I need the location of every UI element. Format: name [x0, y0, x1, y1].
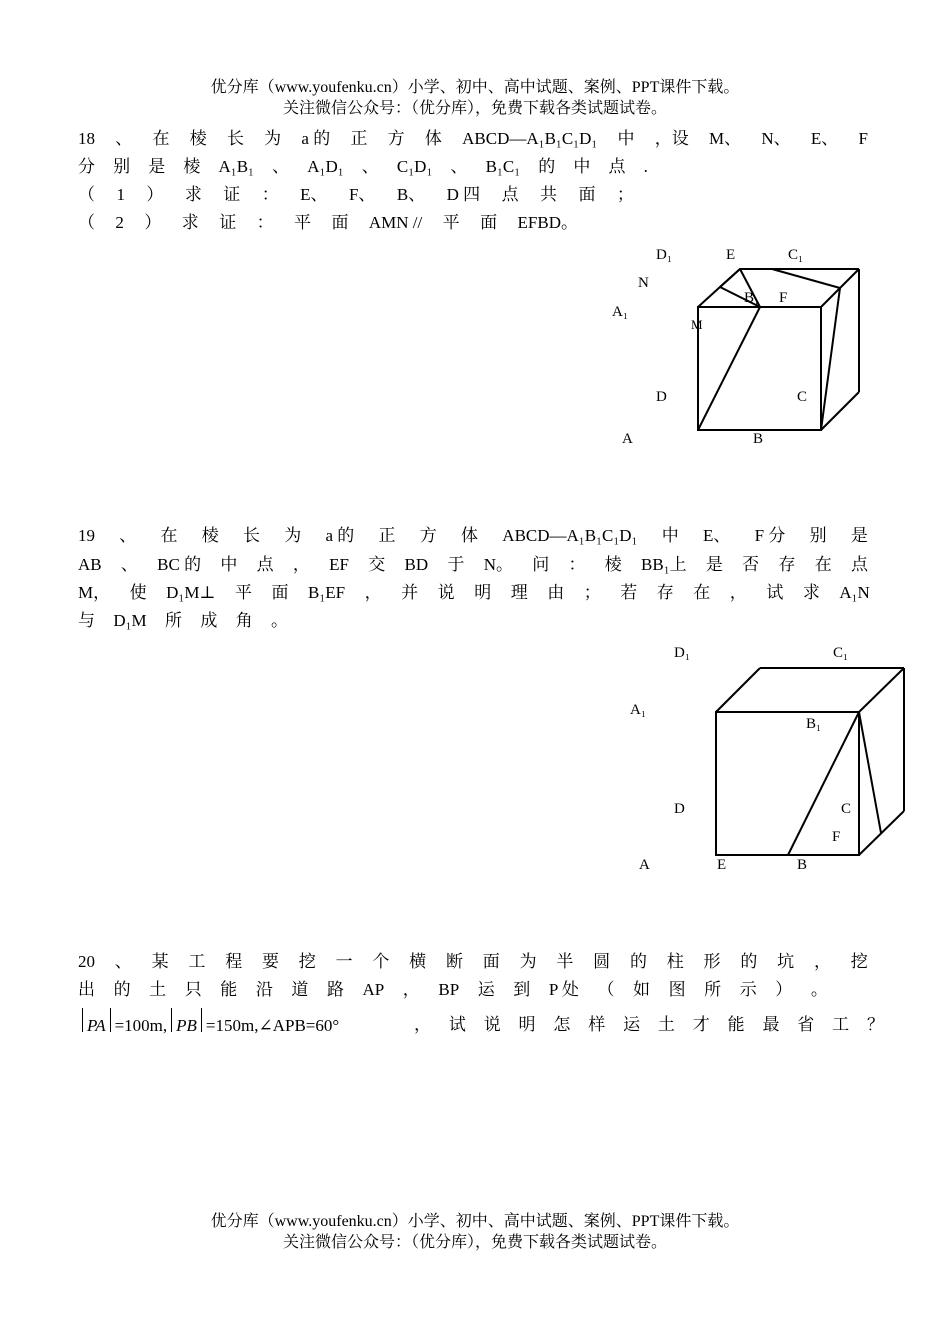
- q19-line-1: [78, 522, 868, 550]
- text-token: 的: [629, 952, 647, 971]
- q18-line-1: [78, 125, 868, 153]
- q19-label-e: E: [717, 857, 727, 873]
- text-token: 平: [442, 213, 460, 232]
- text-token: 面: [480, 213, 498, 232]
- q18-line-4: [78, 209, 578, 237]
- text-token: 路: [326, 980, 344, 999]
- formula-pa: PA: [87, 1016, 106, 1035]
- text-token: 在: [152, 129, 170, 148]
- text-token: 说: [483, 1015, 501, 1034]
- text-token: ，: [813, 952, 831, 971]
- text-token: ，设: [654, 129, 689, 148]
- abs-bar: [110, 1008, 111, 1032]
- text-token: ABCD—A₁B₁C₁D₁: [502, 526, 638, 545]
- text-token: 正: [350, 129, 368, 148]
- text-token: 体: [424, 129, 442, 148]
- text-token: B₁EF: [308, 583, 346, 602]
- text-token: 使: [129, 583, 147, 602]
- text-token: 的: [538, 157, 556, 176]
- text-token: 、: [115, 129, 133, 148]
- text-token: 面: [331, 213, 349, 232]
- q18-edge-c1b1: [821, 269, 859, 307]
- text-token: BC 的: [157, 555, 202, 574]
- text-token: A₁B₁: [218, 157, 254, 176]
- text-token: 中: [573, 157, 591, 176]
- text-token: 在: [814, 555, 832, 574]
- text-token: 点: [501, 185, 519, 204]
- text-token: 挖: [298, 952, 316, 971]
- text-token: 证: [223, 185, 241, 204]
- text-token: 为: [284, 526, 302, 545]
- q18-label-d1: D₁: [656, 247, 673, 263]
- text-token: 点: [608, 157, 626, 176]
- text-token: ，: [729, 583, 747, 602]
- text-token: 并: [401, 583, 419, 602]
- text-token: 示: [739, 980, 757, 999]
- text-token: 棱: [183, 157, 201, 176]
- q19-edge-c1b1: [859, 668, 904, 712]
- text-token: 中: [661, 526, 679, 545]
- text-token: 工: [832, 1015, 850, 1034]
- q18-label-c: C: [797, 389, 808, 405]
- text-token: ，: [402, 980, 420, 999]
- text-token: 道: [291, 980, 309, 999]
- text-token: 怎: [553, 1015, 571, 1034]
- q18-label-n: N: [638, 275, 649, 291]
- text-token: 共: [540, 185, 558, 204]
- text-token: 到: [513, 980, 531, 999]
- abs-bar: [201, 1008, 202, 1032]
- q19-edge-cb: [859, 811, 904, 855]
- q19-line-b1e: [788, 712, 859, 855]
- text-token: 、: [114, 952, 132, 971]
- text-token: a 的: [325, 526, 355, 545]
- text-token: （: [78, 185, 95, 204]
- text-token: 土: [149, 980, 167, 999]
- text-token: 柱: [666, 952, 684, 971]
- text-token: 工: [188, 952, 206, 971]
- text-token: M、: [709, 129, 742, 148]
- text-token: E、: [810, 129, 839, 148]
- q18-label-b: B: [753, 431, 764, 447]
- text-token: B、: [396, 185, 426, 204]
- formula-angle: ∠APB=60°: [258, 1016, 340, 1035]
- q20-line-2: [78, 976, 828, 1004]
- text-token: 点: [850, 555, 868, 574]
- text-token: 才: [692, 1015, 710, 1034]
- q19-label-d1: D₁: [674, 645, 691, 661]
- q18-line-mA: [698, 307, 760, 430]
- text-token: F: [858, 129, 868, 148]
- text-token: 是: [148, 157, 166, 176]
- text-token: 个: [372, 952, 390, 971]
- text-token: 沿: [255, 980, 273, 999]
- text-token: ：: [568, 555, 586, 574]
- q19-line-4: [78, 607, 288, 635]
- text-token: 、: [450, 157, 468, 176]
- text-token: P 处: [548, 980, 579, 999]
- text-token: 运: [623, 1015, 641, 1034]
- text-token: 平: [234, 583, 252, 602]
- abs-bar: [82, 1008, 83, 1032]
- text-token: 为: [264, 129, 282, 148]
- text-token: 能: [220, 980, 238, 999]
- text-token: 运: [477, 980, 495, 999]
- text-token: 交: [368, 555, 386, 574]
- text-token: 角: [235, 611, 253, 630]
- text-token: 坑: [777, 952, 795, 971]
- text-token: 土: [657, 1015, 675, 1034]
- q19-label-b: B: [797, 857, 808, 873]
- q18-label-a1: A₁: [612, 304, 629, 320]
- text-token: ：: [261, 185, 279, 204]
- text-token: 面: [271, 583, 289, 602]
- q18-label-b1: B₁: [744, 290, 760, 306]
- text-token: ；: [616, 185, 634, 204]
- text-token: 、: [361, 157, 379, 176]
- text-token: 如: [633, 980, 651, 999]
- header-line-2: 关注微信公众号：（优分库），免费下载各类试题试卷。: [282, 100, 667, 117]
- text-token: 。: [270, 611, 288, 630]
- q18-cube-front-face: [698, 307, 821, 430]
- text-token: A₁D₁: [307, 157, 344, 176]
- q18-label-a: A: [622, 431, 633, 447]
- text-token: 求: [184, 185, 202, 204]
- text-token: （: [78, 213, 95, 232]
- text-token: 明: [474, 583, 492, 602]
- text-token: 分: [78, 157, 95, 176]
- q19-label-f: F: [832, 829, 841, 845]
- text-token: 别: [809, 526, 827, 545]
- text-token: 20: [78, 952, 95, 971]
- text-token: 中: [220, 555, 238, 574]
- q18-label-m: M: [691, 317, 703, 332]
- text-token: AP: [362, 980, 385, 999]
- q18-edge-bottom-right: [821, 392, 859, 430]
- text-token: .: [643, 157, 648, 176]
- text-token: 由: [547, 583, 565, 602]
- text-token: 样: [588, 1015, 606, 1034]
- text-token: 面: [482, 952, 500, 971]
- q20-line-3-rest: [414, 1011, 884, 1039]
- text-token: 、: [119, 526, 137, 545]
- formula-pa-value: =100m,: [114, 1016, 168, 1035]
- text-token: 与: [78, 611, 95, 630]
- text-token: 程: [225, 952, 243, 971]
- text-token: 图: [668, 980, 686, 999]
- text-token: 别: [113, 157, 131, 176]
- text-token: 19: [78, 526, 95, 545]
- q18-line-2: [78, 153, 648, 181]
- text-token: 为: [519, 952, 537, 971]
- text-token: D₁M⊥: [166, 583, 216, 602]
- text-token: AB: [78, 555, 102, 574]
- text-token: 所: [704, 980, 722, 999]
- text-token: 要: [261, 952, 279, 971]
- text-token: 试: [448, 1015, 466, 1034]
- q19-label-d: D: [674, 801, 685, 817]
- text-token: 存: [656, 583, 674, 602]
- q19-label-c1: C₁: [833, 645, 849, 661]
- text-token: 中: [617, 129, 635, 148]
- q18-line-ef1: [772, 269, 840, 288]
- text-token: F 分: [754, 526, 786, 545]
- text-token: 、: [272, 157, 290, 176]
- text-token: AMN //: [368, 213, 423, 232]
- text-token: ，: [292, 555, 310, 574]
- text-token: 一: [335, 952, 353, 971]
- q19-edge-a1d1: [716, 668, 760, 712]
- q19-label-b1: B₁: [806, 716, 822, 732]
- text-token: F、: [348, 185, 376, 204]
- text-token: 是: [705, 555, 723, 574]
- abs-bar: [171, 1008, 172, 1032]
- text-token: BD: [404, 555, 429, 574]
- footer-line-1: 优分库（www.youfenku.cn）小学、初中、高中试题、案例、PPT课件下载。: [210, 1213, 740, 1230]
- text-token: 在: [160, 526, 178, 545]
- text-token: 方: [387, 129, 405, 148]
- text-token: 点: [256, 555, 274, 574]
- text-token: （: [597, 980, 615, 999]
- text-token: 的: [113, 980, 131, 999]
- q18-label-f: F: [779, 290, 788, 306]
- text-token: 求: [802, 583, 820, 602]
- q19-label-c: C: [841, 801, 852, 817]
- formula-pb: PB: [176, 1016, 197, 1035]
- text-token: 出: [78, 980, 95, 999]
- text-token: M，: [78, 583, 111, 602]
- text-token: 是: [850, 526, 868, 545]
- text-token: 1: [116, 185, 125, 204]
- text-token: 某: [151, 952, 169, 971]
- text-token: 证: [219, 213, 237, 232]
- text-token: 所: [164, 611, 182, 630]
- q20-line-1: [78, 948, 868, 976]
- q18-label-e: E: [726, 247, 736, 263]
- header-line-1: 优分库（www.youfenku.cn）小学、初中、高中试题、案例、PPT课件下载。: [210, 79, 740, 96]
- text-token: 于: [447, 555, 465, 574]
- text-token: 在: [693, 583, 711, 602]
- text-token: ）: [146, 185, 164, 204]
- text-token: 横: [409, 952, 427, 971]
- q18-line-fb: [821, 288, 840, 430]
- text-token: a 的: [301, 129, 331, 148]
- text-token: 的: [740, 952, 758, 971]
- text-token: ABCD—A₁B₁C₁D₁: [462, 129, 598, 148]
- text-token: 体: [461, 526, 479, 545]
- text-token: 2: [115, 213, 124, 232]
- q19-label-a: A: [639, 857, 650, 873]
- text-token: 成: [200, 611, 218, 630]
- q18-label-d: D: [656, 389, 667, 405]
- text-token: 面: [578, 185, 596, 204]
- text-token: 存: [778, 555, 796, 574]
- text-token: N。: [483, 555, 513, 574]
- text-token: 棱: [189, 129, 207, 148]
- text-token: 求: [181, 213, 199, 232]
- text-token: ？: [866, 1015, 884, 1034]
- text-token: ，: [414, 1015, 431, 1034]
- text-token: 18: [78, 129, 95, 148]
- q18-label-c1: C₁: [788, 247, 804, 263]
- footer-line-2: 关注微信公众号：（优分库），免费下载各类试题试卷。: [282, 1234, 667, 1251]
- q20-formula: [78, 1008, 408, 1044]
- text-token: 试: [766, 583, 784, 602]
- text-token: 。: [810, 980, 828, 999]
- text-token: 否: [742, 555, 760, 574]
- text-token: BB₁上: [641, 555, 687, 574]
- text-token: 断: [445, 952, 463, 971]
- text-token: 棱: [604, 555, 622, 574]
- text-token: 平: [294, 213, 312, 232]
- text-token: ；: [583, 583, 601, 602]
- text-token: 说: [437, 583, 455, 602]
- text-token: D 四: [446, 185, 481, 204]
- text-token: A₁N: [839, 583, 870, 602]
- q19-line-2: [78, 551, 868, 579]
- q19-label-a1: A₁: [630, 702, 647, 718]
- text-token: 棱: [201, 526, 219, 545]
- text-token: C₁D₁: [396, 157, 433, 176]
- text-token: 长: [243, 526, 260, 545]
- text-token: BP: [438, 980, 460, 999]
- text-token: 最: [762, 1015, 780, 1034]
- text-token: 理: [510, 583, 528, 602]
- text-token: D₁M: [113, 611, 147, 630]
- text-token: 若: [620, 583, 638, 602]
- text-token: 圆: [593, 952, 611, 971]
- formula-pb-value: =150m,: [205, 1016, 259, 1035]
- text-token: 明: [518, 1015, 536, 1034]
- text-token: E、: [300, 185, 328, 204]
- text-token: 正: [378, 526, 396, 545]
- text-token: 方: [419, 526, 437, 545]
- text-token: ，: [364, 583, 382, 602]
- text-token: 只: [184, 980, 202, 999]
- q18-line-ne: [720, 269, 740, 287]
- text-token: N、: [761, 129, 791, 148]
- text-token: ）: [144, 213, 162, 232]
- text-token: 、: [120, 555, 138, 574]
- text-token: 问: [532, 555, 550, 574]
- q18-line-3: [78, 181, 634, 209]
- text-token: ）: [775, 980, 793, 999]
- text-token: 能: [727, 1015, 745, 1034]
- text-token: 半: [556, 952, 574, 971]
- text-token: EFBD。: [517, 213, 578, 232]
- text-token: 长: [226, 129, 244, 148]
- q19-line-3: [78, 579, 870, 607]
- text-token: 省: [797, 1015, 815, 1034]
- text-token: 形: [703, 952, 721, 971]
- text-token: E、: [702, 526, 731, 545]
- q19-line-b1f: [859, 712, 881, 833]
- text-token: ：: [256, 213, 274, 232]
- text-token: EF: [329, 555, 349, 574]
- text-token: B₁C₁: [485, 157, 521, 176]
- text-token: 挖: [850, 952, 868, 971]
